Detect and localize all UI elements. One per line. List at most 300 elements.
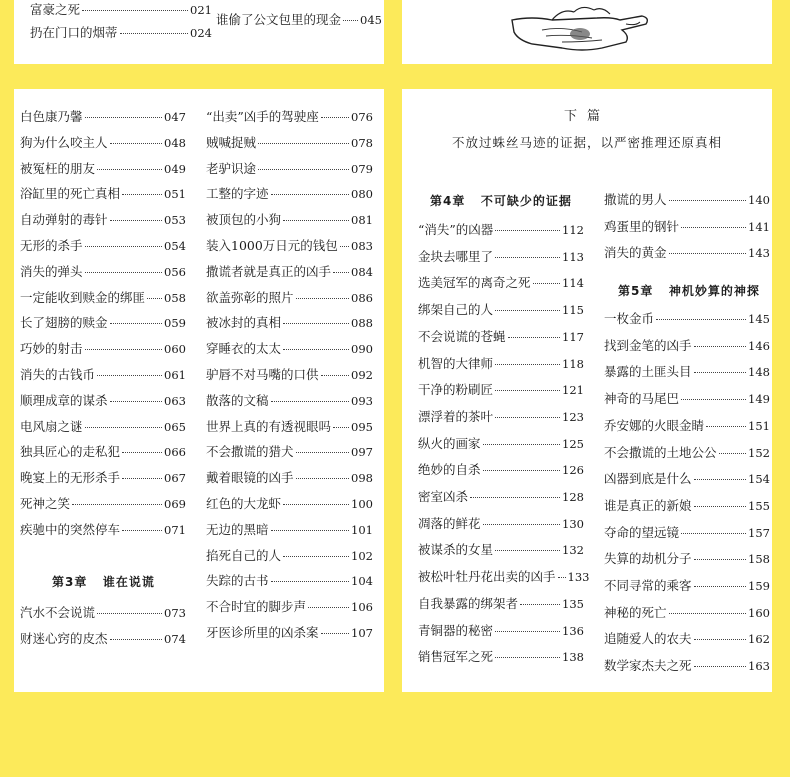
toc-entry <box>20 631 186 647</box>
toc-entry-title: 被冤枉的朋友 <box>20 160 96 176</box>
chapter-3-title: 谁在说谎 <box>102 575 155 589</box>
toc-entry <box>418 542 584 558</box>
toc-entry-leader-dots <box>694 372 747 373</box>
toc-entry-title: 汽水不会说谎 <box>20 605 96 620</box>
toc-entry-page-number: 069 <box>164 497 186 511</box>
toc-entry-title: 狗为什么咬主人 <box>20 134 108 150</box>
chapter-4-heading <box>430 192 572 209</box>
toc-entry-title: 不同寻常的乘客 <box>604 578 692 593</box>
toc-entry-title: 找到金笔的凶手 <box>604 337 692 353</box>
toc-entry-title: 失踪的古书 <box>206 573 269 589</box>
toc-entry <box>206 315 373 331</box>
toc-entry-page-number: 045 <box>360 13 382 27</box>
right-toc-page <box>402 89 772 692</box>
chapter-5-title: 神机妙算的神探 <box>668 284 760 298</box>
toc-entry-page-number: 084 <box>351 264 373 279</box>
toc-entry-page-number: 061 <box>164 368 186 382</box>
toc-entry-title: 自我暴露的绑架者 <box>418 595 519 611</box>
toc-entry-page-number: 162 <box>748 632 770 647</box>
toc-entry <box>20 290 186 306</box>
toc-entry-leader-dots <box>520 604 560 605</box>
toc-entry-page-number: 021 <box>190 3 212 17</box>
toc-entry-leader-dots <box>558 577 566 578</box>
toc-entry-title: 不合时宜的脚步声 <box>206 599 307 615</box>
chapter-5-heading <box>618 282 760 299</box>
toc-entry-title: 不会撒谎的猎犬 <box>206 444 294 460</box>
toc-entry-leader-dots <box>508 337 561 338</box>
toc-entry-page-number: 102 <box>351 548 373 563</box>
toc-entry-title: 扔在门口的烟蒂 <box>30 25 118 40</box>
toc-entry <box>20 135 186 151</box>
toc-entry-leader-dots <box>122 452 162 453</box>
toc-entry-leader-dots <box>706 426 746 427</box>
toc-entry-page-number: 100 <box>351 497 373 511</box>
toc-entry-leader-dots <box>669 200 747 201</box>
toc-entry-title: 无边的黑暗 <box>206 521 269 537</box>
top-left-page-fragment <box>14 0 384 64</box>
toc-entry-leader-dots <box>85 427 163 428</box>
toc-entry <box>20 605 186 621</box>
toc-entry-page-number: 071 <box>164 522 186 537</box>
toc-entry-title: 掐死自己的人 <box>206 547 282 563</box>
toc-entry-leader-dots <box>495 230 560 231</box>
toc-entry-page-number: 154 <box>748 472 770 487</box>
toc-entry-title: 被松叶牡丹花出卖的凶手 <box>418 569 556 585</box>
toc-entry <box>418 222 584 238</box>
toc-entry <box>20 522 186 538</box>
toc-entry-page-number: 160 <box>748 605 770 620</box>
toc-entry-leader-dots <box>258 169 349 170</box>
toc-entry-page-number: 024 <box>190 26 212 40</box>
toc-entry <box>604 311 770 327</box>
toc-entry <box>604 658 770 674</box>
toc-entry-leader-dots <box>122 530 162 531</box>
part-title: 下篇 <box>563 109 610 124</box>
toc-entry <box>20 212 186 228</box>
toc-entry <box>604 631 770 647</box>
toc-entry-leader-dots <box>97 169 162 170</box>
toc-entry-page-number: 152 <box>748 445 770 460</box>
toc-entry-title: 自动弹射的毒针 <box>20 212 108 228</box>
toc-entry-title: 夺命的望远镜 <box>604 524 680 540</box>
toc-entry-page-number: 106 <box>351 600 373 615</box>
toc-entry-title: 世界上真的有透视眼吗 <box>206 418 332 434</box>
toc-entry-title: 神奇的马尾巴 <box>604 391 680 407</box>
toc-entry-leader-dots <box>321 117 349 118</box>
toc-entry-title: 消失的弹头 <box>20 263 83 279</box>
toc-entry-page-number: 049 <box>164 161 186 176</box>
toc-entry-leader-dots <box>296 298 350 299</box>
toc-entry-title: 凋落的鲜花 <box>418 515 481 531</box>
toc-entry-title: 消失的黄金 <box>604 245 667 261</box>
toc-entry-title: 鸡蛋里的钢针 <box>604 218 680 234</box>
toc-entry-page-number: 140 <box>748 193 770 207</box>
toc-entry-page-number: 059 <box>164 316 186 331</box>
toc-entry <box>206 135 373 151</box>
toc-entry <box>206 470 373 486</box>
toc-entry-leader-dots <box>694 586 747 587</box>
toc-entry-title: 富豪之死 <box>30 2 81 17</box>
toc-entry-leader-dots <box>97 613 162 614</box>
toc-entry-page-number: 115 <box>562 303 584 318</box>
toc-entry <box>604 551 770 567</box>
toc-entry <box>20 393 186 409</box>
toc-entry-page-number: 054 <box>164 239 186 253</box>
toc-entry-page-number: 136 <box>562 623 584 638</box>
toc-entry <box>206 573 373 589</box>
toc-entry-page-number: 145 <box>748 312 770 326</box>
toc-entry-leader-dots <box>85 349 163 350</box>
toc-entry-leader-dots <box>681 533 746 534</box>
toc-entry-leader-dots <box>495 631 560 632</box>
toc-entry <box>418 489 584 505</box>
toc-entry-leader-dots <box>110 401 163 402</box>
toc-entry <box>604 605 770 621</box>
toc-entry-leader-dots <box>271 194 350 195</box>
toc-entry <box>216 12 382 28</box>
toc-entry-page-number: 112 <box>562 223 584 237</box>
toc-entry <box>418 623 584 639</box>
toc-entry-title: 被谋杀的女星 <box>418 542 494 558</box>
toc-entry-leader-dots <box>82 10 188 11</box>
toc-entry-page-number: 138 <box>562 650 584 665</box>
toc-entry <box>206 393 373 409</box>
toc-entry-leader-dots <box>283 349 349 350</box>
toc-entry-leader-dots <box>85 117 163 118</box>
toc-entry-leader-dots <box>110 143 163 144</box>
toc-entry-title: 选美冠军的离奇之死 <box>418 275 531 291</box>
toc-entry-page-number: 113 <box>562 249 584 264</box>
toc-entry-leader-dots <box>694 479 747 480</box>
toc-entry <box>206 186 373 202</box>
toc-entry-leader-dots <box>495 390 560 391</box>
toc-entry-leader-dots <box>694 506 747 507</box>
toc-entry <box>418 516 584 532</box>
hand-illustration-icon <box>502 0 672 64</box>
toc-entry-title: 绑架自己的人 <box>418 302 494 318</box>
toc-entry-leader-dots <box>719 453 747 454</box>
top-right-page-fragment <box>402 0 772 64</box>
toc-entry-title: 数学家杰夫之死 <box>604 658 692 674</box>
toc-entry-leader-dots <box>343 20 358 21</box>
toc-entry-title: 漂浮着的茶叶 <box>418 408 494 424</box>
toc-entry <box>206 238 373 254</box>
toc-entry-page-number: 141 <box>748 219 770 234</box>
toc-entry <box>604 219 770 235</box>
toc-entry-title: 机智的大律师 <box>418 355 494 371</box>
toc-entry-page-number: 123 <box>562 409 584 424</box>
toc-entry-page-number: 060 <box>164 342 186 357</box>
toc-entry <box>418 329 584 345</box>
toc-entry-page-number: 148 <box>748 365 770 380</box>
toc-entry-leader-dots <box>321 375 350 376</box>
toc-entry-title: 消失的古钱币 <box>20 367 96 382</box>
chapter-4-label: 第4章 <box>430 194 466 208</box>
toc-entry-page-number: 098 <box>351 471 373 486</box>
chapter-4-title: 不可缺少的证据 <box>480 194 572 208</box>
toc-entry-title: 死神之笑 <box>20 496 71 511</box>
toc-entry-page-number: 114 <box>562 276 584 291</box>
toc-entry-page-number: 067 <box>164 471 186 486</box>
toc-entry <box>206 522 373 538</box>
toc-entry <box>20 470 186 486</box>
toc-entry-leader-dots <box>669 253 747 254</box>
toc-entry-title: 装入1000万日元的钱包 <box>206 238 338 253</box>
toc-entry-page-number: 073 <box>164 606 186 620</box>
toc-entry-page-number: 092 <box>351 368 373 382</box>
toc-entry-leader-dots <box>681 399 746 400</box>
toc-entry-page-number: 047 <box>164 110 186 124</box>
toc-entry <box>604 498 770 514</box>
toc-entry-leader-dots <box>271 401 350 402</box>
toc-entry-title: 晚宴上的无形杀手 <box>20 470 121 486</box>
toc-entry-title: 驴唇不对马嘴的口供 <box>206 367 319 382</box>
toc-entry <box>604 525 770 541</box>
toc-entry-page-number: 065 <box>164 419 186 434</box>
toc-entry <box>206 109 373 125</box>
toc-entry-leader-dots <box>694 639 747 640</box>
toc-entry-title: 欲盖弥彰的照片 <box>206 289 294 305</box>
toc-entry-leader-dots <box>681 227 746 228</box>
chapter-3-heading <box>52 573 155 590</box>
toc-entry <box>418 356 584 372</box>
toc-entry-leader-dots <box>333 427 349 428</box>
toc-entry <box>30 25 212 41</box>
toc-entry-title: 被顶包的小狗 <box>206 212 282 228</box>
toc-entry-title: 巧妙的射击 <box>20 341 83 357</box>
toc-entry-page-number: 051 <box>164 187 186 202</box>
toc-entry-leader-dots <box>533 283 561 284</box>
toc-entry-title: “出卖”凶手的驾驶座 <box>206 109 319 124</box>
toc-entry-page-number: 118 <box>562 356 584 371</box>
toc-entry-leader-dots <box>120 33 189 34</box>
toc-entry <box>418 596 584 612</box>
toc-entry <box>20 496 186 512</box>
toc-entry-title: 不会撒谎的土地公公 <box>604 444 717 460</box>
toc-entry-title: 失算的劫机分子 <box>604 551 692 567</box>
toc-entry-leader-dots <box>147 298 162 299</box>
toc-entry-leader-dots <box>333 272 349 273</box>
toc-entry-title: “消失”的凶器 <box>418 222 494 237</box>
toc-entry-leader-dots <box>110 323 163 324</box>
chapter-5-label: 第5章 <box>618 284 654 298</box>
toc-entry-page-number: 079 <box>351 161 373 176</box>
toc-entry-title: 老驴识途 <box>206 160 257 176</box>
toc-entry <box>418 436 584 452</box>
toc-entry-leader-dots <box>258 143 349 144</box>
toc-entry-page-number: 056 <box>164 264 186 279</box>
toc-entry <box>604 245 770 261</box>
toc-entry <box>20 161 186 177</box>
toc-entry-title: 独具匠心的走私犯 <box>20 444 121 460</box>
toc-entry-leader-dots <box>283 220 349 221</box>
toc-entry-page-number: 155 <box>748 498 770 513</box>
toc-entry-title: 穿睡衣的太太 <box>206 341 282 357</box>
toc-entry-leader-dots <box>495 550 560 551</box>
toc-entry-title: 白色康乃馨 <box>20 109 83 124</box>
toc-entry <box>30 2 212 18</box>
toc-entry <box>418 275 584 291</box>
toc-entry-title: 纵火的画家 <box>418 435 481 451</box>
toc-entry-page-number: 107 <box>351 626 373 640</box>
toc-entry-leader-dots <box>495 364 560 365</box>
toc-entry-page-number: 095 <box>351 419 373 434</box>
toc-entry <box>206 419 373 435</box>
toc-entry-leader-dots <box>656 319 746 320</box>
toc-entry-leader-dots <box>110 220 163 221</box>
toc-entry-title: 戴着眼镜的凶手 <box>206 470 294 486</box>
toc-entry-leader-dots <box>483 470 561 471</box>
toc-entry-title: 财迷心窍的皮杰 <box>20 630 108 646</box>
toc-entry-title: 顺理成章的谋杀 <box>20 392 108 408</box>
toc-entry <box>604 338 770 354</box>
toc-entry-page-number: 078 <box>351 135 373 150</box>
toc-entry-page-number: 058 <box>164 290 186 305</box>
toc-entry-page-number: 126 <box>562 463 584 478</box>
toc-entry-title: 青铜器的秘密 <box>418 622 494 638</box>
toc-entry <box>206 599 373 615</box>
toc-entry <box>206 367 373 383</box>
toc-entry <box>418 382 584 398</box>
toc-entry-title: 一定能收到赎金的绑匪 <box>20 289 146 305</box>
toc-entry-leader-dots <box>340 246 349 247</box>
toc-entry <box>20 264 186 280</box>
toc-entry-title: 贼喊捉贼 <box>206 134 257 150</box>
toc-entry-leader-dots <box>283 323 349 324</box>
toc-entry <box>604 391 770 407</box>
toc-entry-page-number: 130 <box>562 516 584 531</box>
toc-entry <box>604 578 770 594</box>
toc-entry <box>206 625 373 641</box>
toc-entry-page-number: 133 <box>567 570 590 585</box>
toc-entry-title: 无形的杀手 <box>20 238 83 253</box>
toc-entry-page-number: 063 <box>164 393 186 408</box>
toc-entry-title: 绝妙的自杀 <box>418 462 481 478</box>
toc-entry-page-number: 090 <box>351 342 373 357</box>
toc-entry <box>20 367 186 383</box>
toc-entry-title: 工整的字迹 <box>206 186 269 202</box>
toc-entry <box>604 192 770 208</box>
toc-entry-title: 乔安娜的火眼金睛 <box>604 417 705 433</box>
toc-entry-title: 销售冠军之死 <box>418 649 494 665</box>
toc-entry-leader-dots <box>122 478 162 479</box>
toc-entry-title: 暴露的土匪头目 <box>604 364 692 380</box>
toc-entry-page-number: 083 <box>351 239 373 253</box>
toc-entry-leader-dots <box>483 524 561 525</box>
toc-entry-title: 牙医诊所里的凶杀案 <box>206 625 319 640</box>
toc-entry-leader-dots <box>495 310 560 311</box>
toc-entry-page-number: 086 <box>351 290 373 305</box>
toc-entry-leader-dots <box>470 497 560 498</box>
toc-entry-page-number: 076 <box>351 110 373 124</box>
toc-entry-leader-dots <box>308 607 349 608</box>
toc-entry-page-number: 146 <box>748 338 770 353</box>
toc-entry <box>418 649 584 665</box>
toc-entry <box>20 341 186 357</box>
part-subtitle: 不放过蛛丝马迹的证据，以严密推理还原真相 <box>451 135 722 150</box>
toc-entry-page-number: 135 <box>562 596 584 611</box>
toc-entry <box>206 290 373 306</box>
toc-entry-title: 疾驰中的突然停车 <box>20 521 121 537</box>
toc-entry-page-number: 053 <box>164 213 186 228</box>
toc-entry-page-number: 159 <box>748 579 770 593</box>
toc-entry-title: 被冰封的真相 <box>206 315 282 331</box>
toc-entry-page-number: 151 <box>748 418 770 433</box>
toc-entry-leader-dots <box>85 272 163 273</box>
toc-entry-page-number: 163 <box>748 659 770 674</box>
toc-entry-leader-dots <box>97 375 162 376</box>
toc-entry-leader-dots <box>271 530 350 531</box>
toc-entry-leader-dots <box>296 478 350 479</box>
toc-entry <box>418 409 584 425</box>
toc-entry-page-number: 158 <box>748 552 770 567</box>
toc-entry-title: 凶器到底是什么 <box>604 471 692 487</box>
toc-entry-title: 金块去哪里了 <box>418 248 494 264</box>
toc-entry-page-number: 121 <box>562 383 584 398</box>
toc-entry-page-number: 080 <box>351 187 373 202</box>
toc-entry-leader-dots <box>495 257 560 258</box>
toc-entry <box>604 445 770 461</box>
toc-entry-title: 谁偷了公文包里的现金 <box>216 12 342 27</box>
toc-entry-page-number: 128 <box>562 490 584 504</box>
toc-entry-title: 密室凶杀 <box>418 489 469 504</box>
toc-entry-page-number: 081 <box>351 213 373 228</box>
toc-entry-title: 浴缸里的死亡真相 <box>20 186 121 202</box>
toc-entry-title: 干净的粉刷匠 <box>418 382 494 398</box>
toc-entry-leader-dots <box>110 639 163 640</box>
toc-entry <box>206 212 373 228</box>
toc-entry-leader-dots <box>483 444 561 445</box>
toc-entry <box>206 264 373 280</box>
left-toc-page <box>14 89 384 692</box>
toc-entry <box>20 186 186 202</box>
toc-entry-leader-dots <box>694 346 747 347</box>
toc-entry-leader-dots <box>495 417 560 418</box>
toc-entry-page-number: 088 <box>351 316 373 331</box>
toc-entry-leader-dots <box>283 504 349 505</box>
toc-entry-leader-dots <box>122 194 162 195</box>
toc-entry-leader-dots <box>321 633 350 634</box>
toc-entry <box>20 315 186 331</box>
toc-entry-title: 撒谎者就是真正的凶手 <box>206 263 332 279</box>
toc-entry-page-number: 143 <box>748 246 770 261</box>
toc-entry-page-number: 149 <box>748 392 770 407</box>
toc-entry-page-number: 132 <box>562 543 584 558</box>
toc-entry <box>418 569 590 585</box>
toc-entry-page-number: 125 <box>562 436 584 451</box>
toc-entry-title: 长了翅膀的赎金 <box>20 315 108 331</box>
toc-entry <box>604 364 770 380</box>
toc-entry-page-number: 117 <box>562 329 584 344</box>
chapter-3-label: 第3章 <box>52 575 88 589</box>
toc-entry-page-number: 101 <box>351 522 373 537</box>
toc-entry-title: 不会说谎的苍蝇 <box>418 328 506 344</box>
toc-entry <box>20 238 186 254</box>
toc-entry-title: 红色的大龙虾 <box>206 496 282 511</box>
toc-entry-leader-dots <box>283 556 349 557</box>
toc-entry-leader-dots <box>72 504 162 505</box>
toc-entry-title: 电风扇之谜 <box>20 418 83 434</box>
toc-entry-page-number: 157 <box>748 525 770 540</box>
toc-entry-leader-dots <box>271 581 350 582</box>
toc-entry <box>418 462 584 478</box>
toc-entry-leader-dots <box>85 246 163 247</box>
toc-entry-page-number: 074 <box>164 631 186 646</box>
toc-entry-page-number: 093 <box>351 393 373 408</box>
toc-entry <box>206 496 373 512</box>
toc-entry-title: 追随爱人的农夫 <box>604 631 692 647</box>
toc-entry <box>604 471 770 487</box>
